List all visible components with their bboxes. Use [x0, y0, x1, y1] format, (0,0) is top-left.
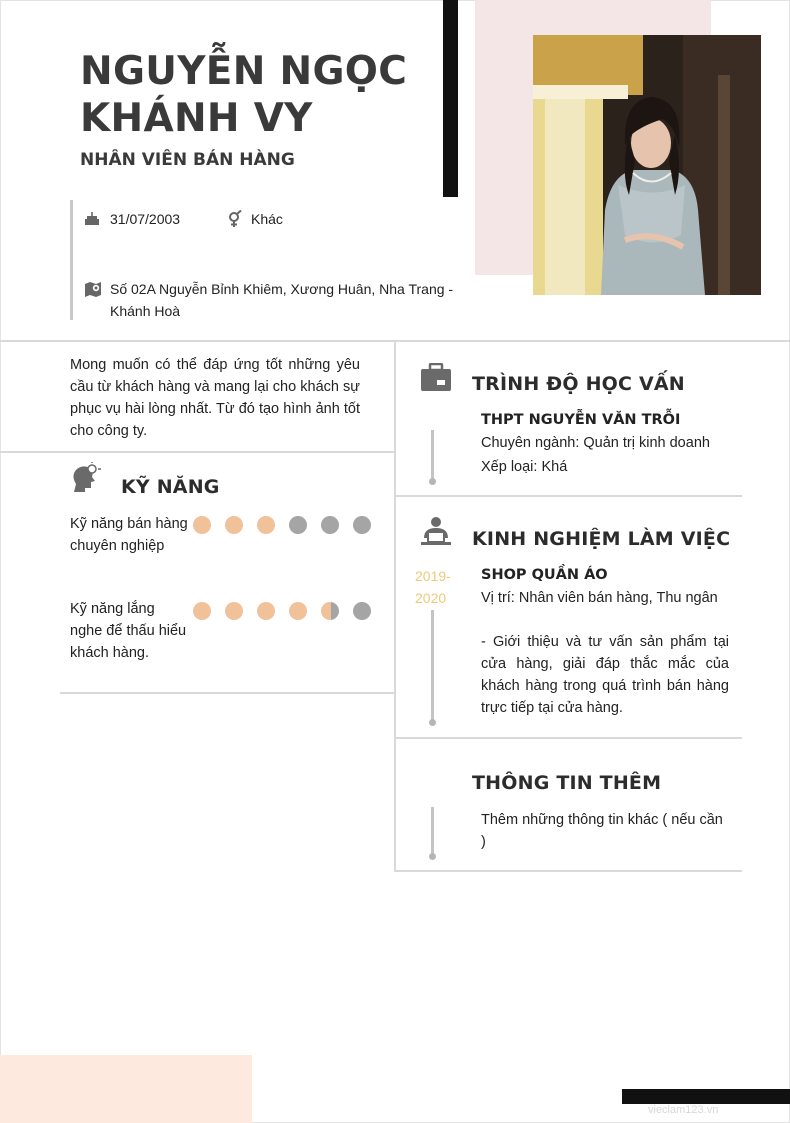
briefcase-icon: [420, 363, 452, 398]
birthday-row: [84, 208, 180, 230]
rating-dot: [225, 516, 243, 534]
rating-dot: [257, 602, 275, 620]
rating-dot: [353, 602, 371, 620]
extra-timeline-dot: [429, 853, 436, 860]
objective-divider: [0, 451, 394, 453]
rating-dot: [289, 602, 307, 620]
rating-dot: [353, 516, 371, 534]
experience-year-start: 2019-: [415, 568, 451, 584]
skill-rating: [193, 602, 371, 620]
experience-role: Vị trí: Nhân viên bán hàng, Thu ngân: [481, 590, 718, 606]
extra-timeline: [431, 807, 434, 855]
candidate-name: NGUYỄN NGỌC KHÁNH VY: [80, 49, 408, 141]
experience-title: KINH NGHIỆM LÀM VIỆC: [472, 528, 731, 550]
profile-photo: [533, 35, 761, 295]
extra-title: THÔNG TIN THÊM: [472, 772, 662, 794]
extra-divider: [396, 870, 742, 872]
experience-year-end: 2020: [415, 590, 447, 606]
rating-dot: [289, 516, 307, 534]
education-grade: Xếp loại: Khá: [481, 459, 568, 475]
decor-black-footer-bar: [622, 1089, 790, 1104]
rating-dot: [193, 516, 211, 534]
head-lightbulb-icon: [70, 462, 102, 499]
skill-rating: [193, 516, 371, 534]
rating-dot: [321, 602, 339, 620]
person-laptop-icon: [420, 516, 452, 551]
experience-description: - Giới thiệu và tư vấn sản phẩm tại cửa hàng, giải đáp thắc mắc của khách hàng trong quá trình bán hàng trực tiếp tại cửa hàng.: [481, 634, 729, 716]
skills-bottom-divider: [60, 692, 394, 694]
experience-divider: [396, 737, 742, 739]
birthday-text: 31/07/2003: [110, 211, 181, 227]
rating-dot: [193, 602, 211, 620]
watermark: vieclam123.vn: [648, 1104, 719, 1116]
school-name: THPT NGUYỄN VĂN TRỖI: [481, 412, 681, 428]
address-row: [84, 278, 474, 322]
experience-timeline: [431, 610, 434, 722]
address-text: Số 02A Nguyễn Bỉnh Khiêm, Xương Huân, Nha Trang - Khánh Hoà: [110, 281, 454, 319]
experience-timeline-dot: [429, 719, 436, 726]
decor-peach-block: [0, 1055, 252, 1123]
map-pin-icon: [84, 280, 102, 298]
education-timeline-dot: [429, 478, 436, 485]
skill-name: Kỹ năng lắng nghe để thấu hiểu khách hàng.: [70, 601, 187, 661]
career-objective: Mong muốn có thể đáp ứng tốt những yêu cầu từ khách hàng và mang lại cho khách sự phục vụ hài lòng nhất. Từ đó tạo hình ảnh tốt cho công ty.: [70, 357, 360, 439]
education-divider: [396, 495, 742, 497]
rating-dot: [321, 516, 339, 534]
decor-black-bar: [443, 0, 458, 197]
education-major: Chuyên ngành: Quản trị kinh doanh: [481, 435, 710, 451]
birthday-cake-icon: [84, 210, 102, 228]
company-name: SHOP QUẦN ÁO: [481, 567, 608, 583]
rating-dot: [225, 602, 243, 620]
gender-row: [227, 208, 283, 230]
gender-icon: [227, 210, 245, 228]
job-title: NHÂN VIÊN BÁN HÀNG: [80, 150, 295, 170]
skills-title: KỸ NĂNG: [121, 476, 220, 498]
education-title: TRÌNH ĐỘ HỌC VẤN: [472, 373, 685, 395]
contact-accent-bar: [70, 200, 73, 320]
rating-dot: [257, 516, 275, 534]
column-divider: [394, 342, 396, 872]
extra-text: Thêm những thông tin khác ( nếu cần ): [481, 812, 723, 850]
skill-name: Kỹ năng bán hàng chuyên nghiệp: [70, 516, 188, 554]
education-timeline: [431, 430, 434, 480]
gender-text: Khác: [251, 211, 283, 227]
